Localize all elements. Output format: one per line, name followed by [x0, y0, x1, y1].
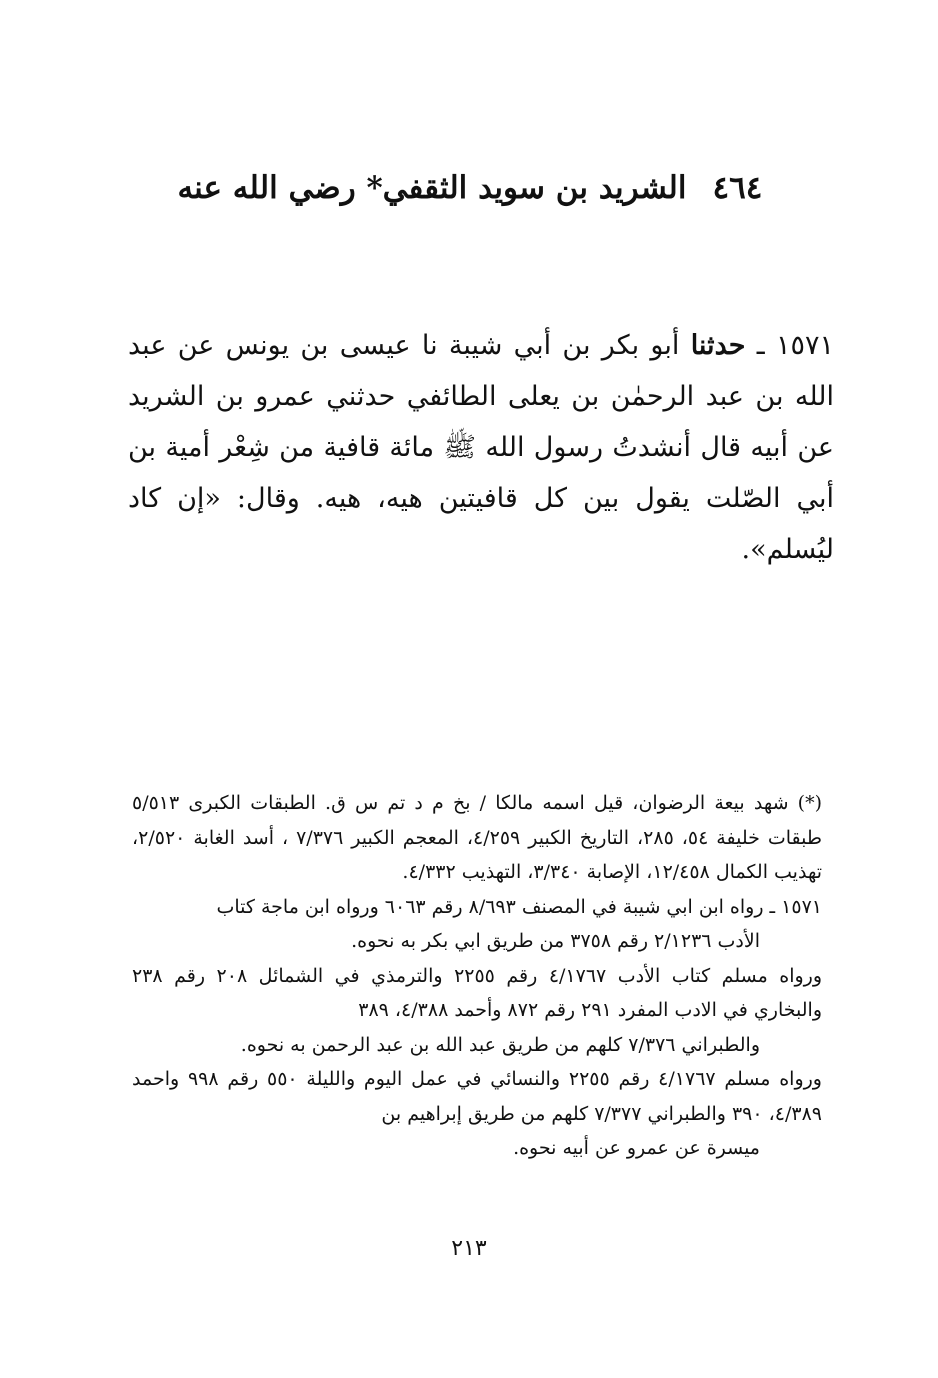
footnote-takhrij-1: ١٥٧١ ـ رواه ابن ابي شيبة في المصنف ٨/٦٩٣ رقم ٦٠٦٣ ورواه ابن ماجة كتاب: [216, 895, 822, 918]
footnote-takhrij-3: ورواه مسلم ٤/١٧٦٧ رقم ٢٢٥٥ والنسائي في عمل اليوم والليلة ٥٥٠ رقم ٩٩٨ واحمد ٤/٣٨٩، ٣٩٠ والطبراني ٧/٣٧٧ كلهم من طريق إبراهيم بن: [132, 1068, 822, 1125]
page-number: ٢١٣: [451, 1236, 487, 1261]
footnote-takhrij-2: ورواه مسلم كتاب الأدب ٤/١٧٦٧ رقم ٢٢٥٥ والترمذي في الشمائل ٢٠٨ رقم ٢٣٨ والبخاري في الادب المفرد ٢٩١ رقم ٨٧٢ وأحمد ٤/٣٨٨، ٣٨٩: [132, 964, 823, 1021]
footnote-takhrij-3-continued: ميسرة عن عمرو عن أبيه نحوه.: [513, 1137, 760, 1159]
footnotes-block: [132, 786, 822, 1166]
footnote-takhrij-1-continued: الأدب ٢/١٢٣٦ رقم ٣٧٥٨ من طريق ابي بكر به نحوه.: [351, 930, 760, 952]
chapter-title: الشريد بن سويد الثقفي* رضي الله عنه: [177, 170, 687, 206]
chapter-heading: [120, 168, 820, 208]
hadith-text-block: [128, 320, 834, 575]
hadith-number: ١٥٧١ ـ: [756, 330, 834, 361]
footnote-biography: (*) شهد بيعة الرضوان، قيل اسمه مالكا / بخ م د تم س ق. الطبقات الكبرى ٥/٥١٣ طبقات خليفة ٥٤، ٢٨٥، التاريخ الكبير ٤/٢٥٩، المعجم الكبير ٧/٣٧٦ ، أسد الغابة ٢/٥٢٠، تهذيب الكمال ١٢/٤٥٨، الإصابة ٣/٣٤٠، التهذيب ٤/٣٣٢.: [132, 792, 822, 883]
footnote-takhrij-2-continued: والطبراني ٧/٣٧٦ كلهم من طريق عبد الله بن عبد الرحمن به نحوه.: [240, 1033, 760, 1056]
hadith-paragraph: [128, 320, 834, 575]
hadith-body: أبو بكر بن أبي شيبة نا عيسى بن يونس عن عبد الله بن عبد الرحمٰن بن يعلى الطائفي حدثني عمرو بن الشريد عن أبيه قال أنشدتُ رسول الله ﷺ مائة قافية من شِعْر أمية بن أبي الصّلت يقول بين كل قافيتين هيه، هيه. وقال: «إن كاد ليُسلم».: [128, 330, 834, 565]
chapter-number: ٤٦٤: [712, 170, 763, 206]
hadith-lead-word: حدثنا: [690, 330, 746, 361]
